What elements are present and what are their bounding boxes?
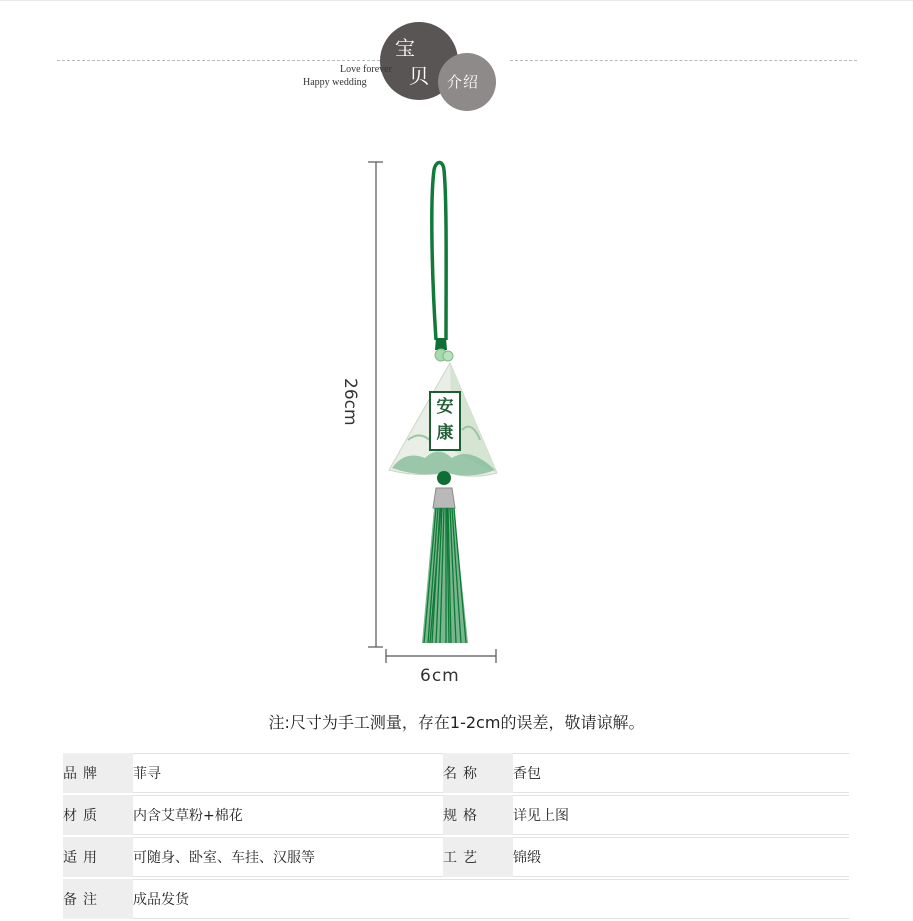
- badge-subtitle: 介绍: [447, 73, 480, 91]
- hanging-cord: [432, 163, 446, 341]
- remark-label: 备注: [63, 879, 133, 919]
- spec-row-remark: [63, 879, 849, 919]
- craft-value: 锦缎: [513, 837, 849, 877]
- jade-bead-right: [443, 351, 453, 361]
- tassel-cap: [433, 488, 455, 508]
- usage-label: 适用: [63, 837, 133, 877]
- measurement-note: 注:尺寸为手工测量，存在1-2cm的误差，敬请谅解。: [268, 713, 645, 732]
- sachet-label-char-1: 安: [436, 397, 454, 417]
- width-dimension-label: 6cm: [420, 666, 460, 686]
- sachet-label: [430, 394, 460, 446]
- material-value: 内含艾草粉+棉花: [133, 795, 443, 835]
- tagline-love-forever: Love forever: [340, 64, 392, 75]
- width-dimension-line: [386, 649, 496, 663]
- sachet-label-char-2: 康: [436, 423, 454, 443]
- height-dimension-line: [368, 162, 383, 647]
- size-label: 规格: [443, 795, 513, 835]
- craft-label: 工艺: [443, 837, 513, 877]
- spec-row-usage: [63, 837, 849, 877]
- height-dimension-label: 26cm: [340, 378, 360, 426]
- badge-char-2: 贝: [409, 64, 429, 88]
- tassel-bead: [437, 471, 451, 485]
- material-label: 材质: [63, 795, 133, 835]
- spec-row-brand: [63, 753, 849, 793]
- brand-label: 品牌: [63, 753, 133, 793]
- cord-knot: [435, 338, 447, 350]
- size-value: 详见上图: [513, 795, 849, 835]
- name-value: 香包: [513, 753, 849, 793]
- badge-char-1: 宝: [395, 36, 415, 60]
- remark-value: 成品发货: [133, 879, 849, 919]
- usage-value: 可随身、卧室、车挂、汉服等: [133, 837, 443, 877]
- brand-value: 菲寻: [133, 753, 443, 793]
- name-label: 名称: [443, 753, 513, 793]
- spec-row-material: [63, 795, 849, 835]
- spec-table: [63, 751, 849, 921]
- tagline-happy-wedding: Happy wedding: [303, 77, 367, 88]
